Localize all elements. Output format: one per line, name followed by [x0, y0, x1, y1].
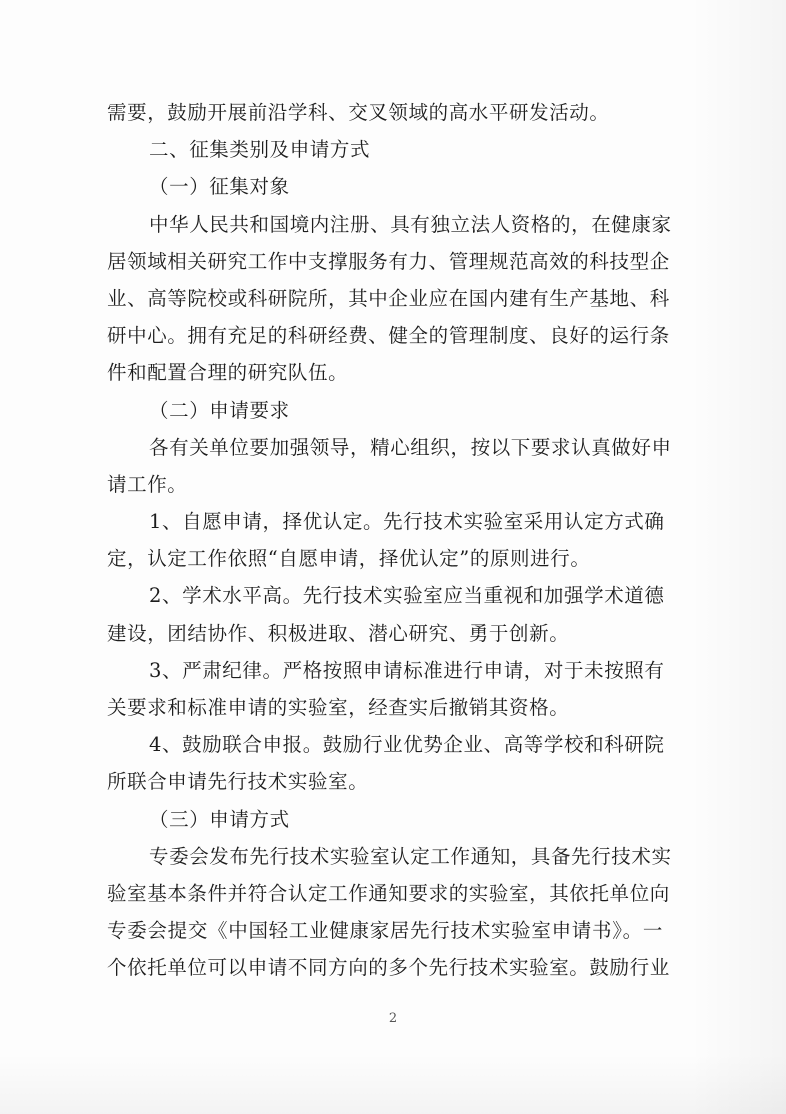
scan-edge-shadow [690, 0, 786, 1114]
paragraph-line: 专委会提交《中国轻工业健康家居先行技术实验室申请书》。一 [107, 919, 663, 943]
paragraph-line: 中华人民共和国境内注册、具有独立法人资格的，在健康家 [149, 212, 672, 236]
paragraph-line: 件和配置合理的研究队伍。 [107, 361, 349, 385]
paragraph-continuation: 需要，鼓励开展前沿学科、交叉领域的高水平研发活动。 [107, 101, 610, 124]
list-item-4-cont: 所联合申请先行技术实验室。 [107, 770, 369, 794]
list-item-3: 3、严肃纪律。严格按照申请标准进行申请，对于未按照有 [149, 658, 665, 682]
list-item-4: 4、鼓励联合申报。鼓励行业优势企业、高等学校和科研院 [149, 733, 665, 757]
list-item-1: 1、自愿申请，择优认定。先行技术实验室采用认定方式确 [149, 510, 665, 534]
body-text [107, 94, 672, 987]
list-item-2: 2、学术水平高。先行技术实验室应当重视和加强学术道德 [149, 584, 665, 608]
paragraph-line: 验室基本条件并符合认定工作通知要求的实验室，其依托单位向 [107, 881, 670, 905]
subsection-heading-2: （二）申请要求 [149, 398, 290, 422]
paragraph-line: 业、高等院校或科研院所，其中企业应在国内建有生产基地、科 [107, 286, 670, 310]
page-number: 2 [388, 1011, 398, 1026]
list-item-1-cont: 定，认定工作依照“自愿申请，择优认定”的原则进行。 [107, 547, 591, 571]
scan-bottom-shadow [0, 1054, 786, 1114]
paragraph-line: 个依托单位可以申请不同方向的多个先行技术实验室。鼓励行业 [107, 956, 670, 980]
paragraph-line: 各有关单位要加强领导，精心组织，按以下要求认真做好申 [149, 435, 672, 459]
paragraph-line: 请工作。 [107, 472, 188, 496]
paragraph-line: 研中心。拥有充足的科研经费、健全的管理制度、良好的运行条 [107, 324, 670, 348]
subsection-heading-3: （三）申请方式 [149, 807, 290, 831]
paragraph-line: 居领域相关研究工作中支撑服务有力、管理规范高效的科技型企 [107, 249, 670, 273]
paragraph-line: 专委会发布先行技术实验室认定工作通知，具备先行技术实 [149, 844, 672, 868]
list-item-3-cont: 关要求和标准申请的实验室，经查实后撤销其资格。 [107, 696, 570, 719]
subsection-heading-1: （一）征集对象 [149, 175, 290, 199]
list-item-2-cont: 建设，团结协作、积极进取、潜心研究、勇于创新。 [107, 621, 570, 645]
section-heading-2: 二、征集类别及申请方式 [149, 138, 371, 162]
